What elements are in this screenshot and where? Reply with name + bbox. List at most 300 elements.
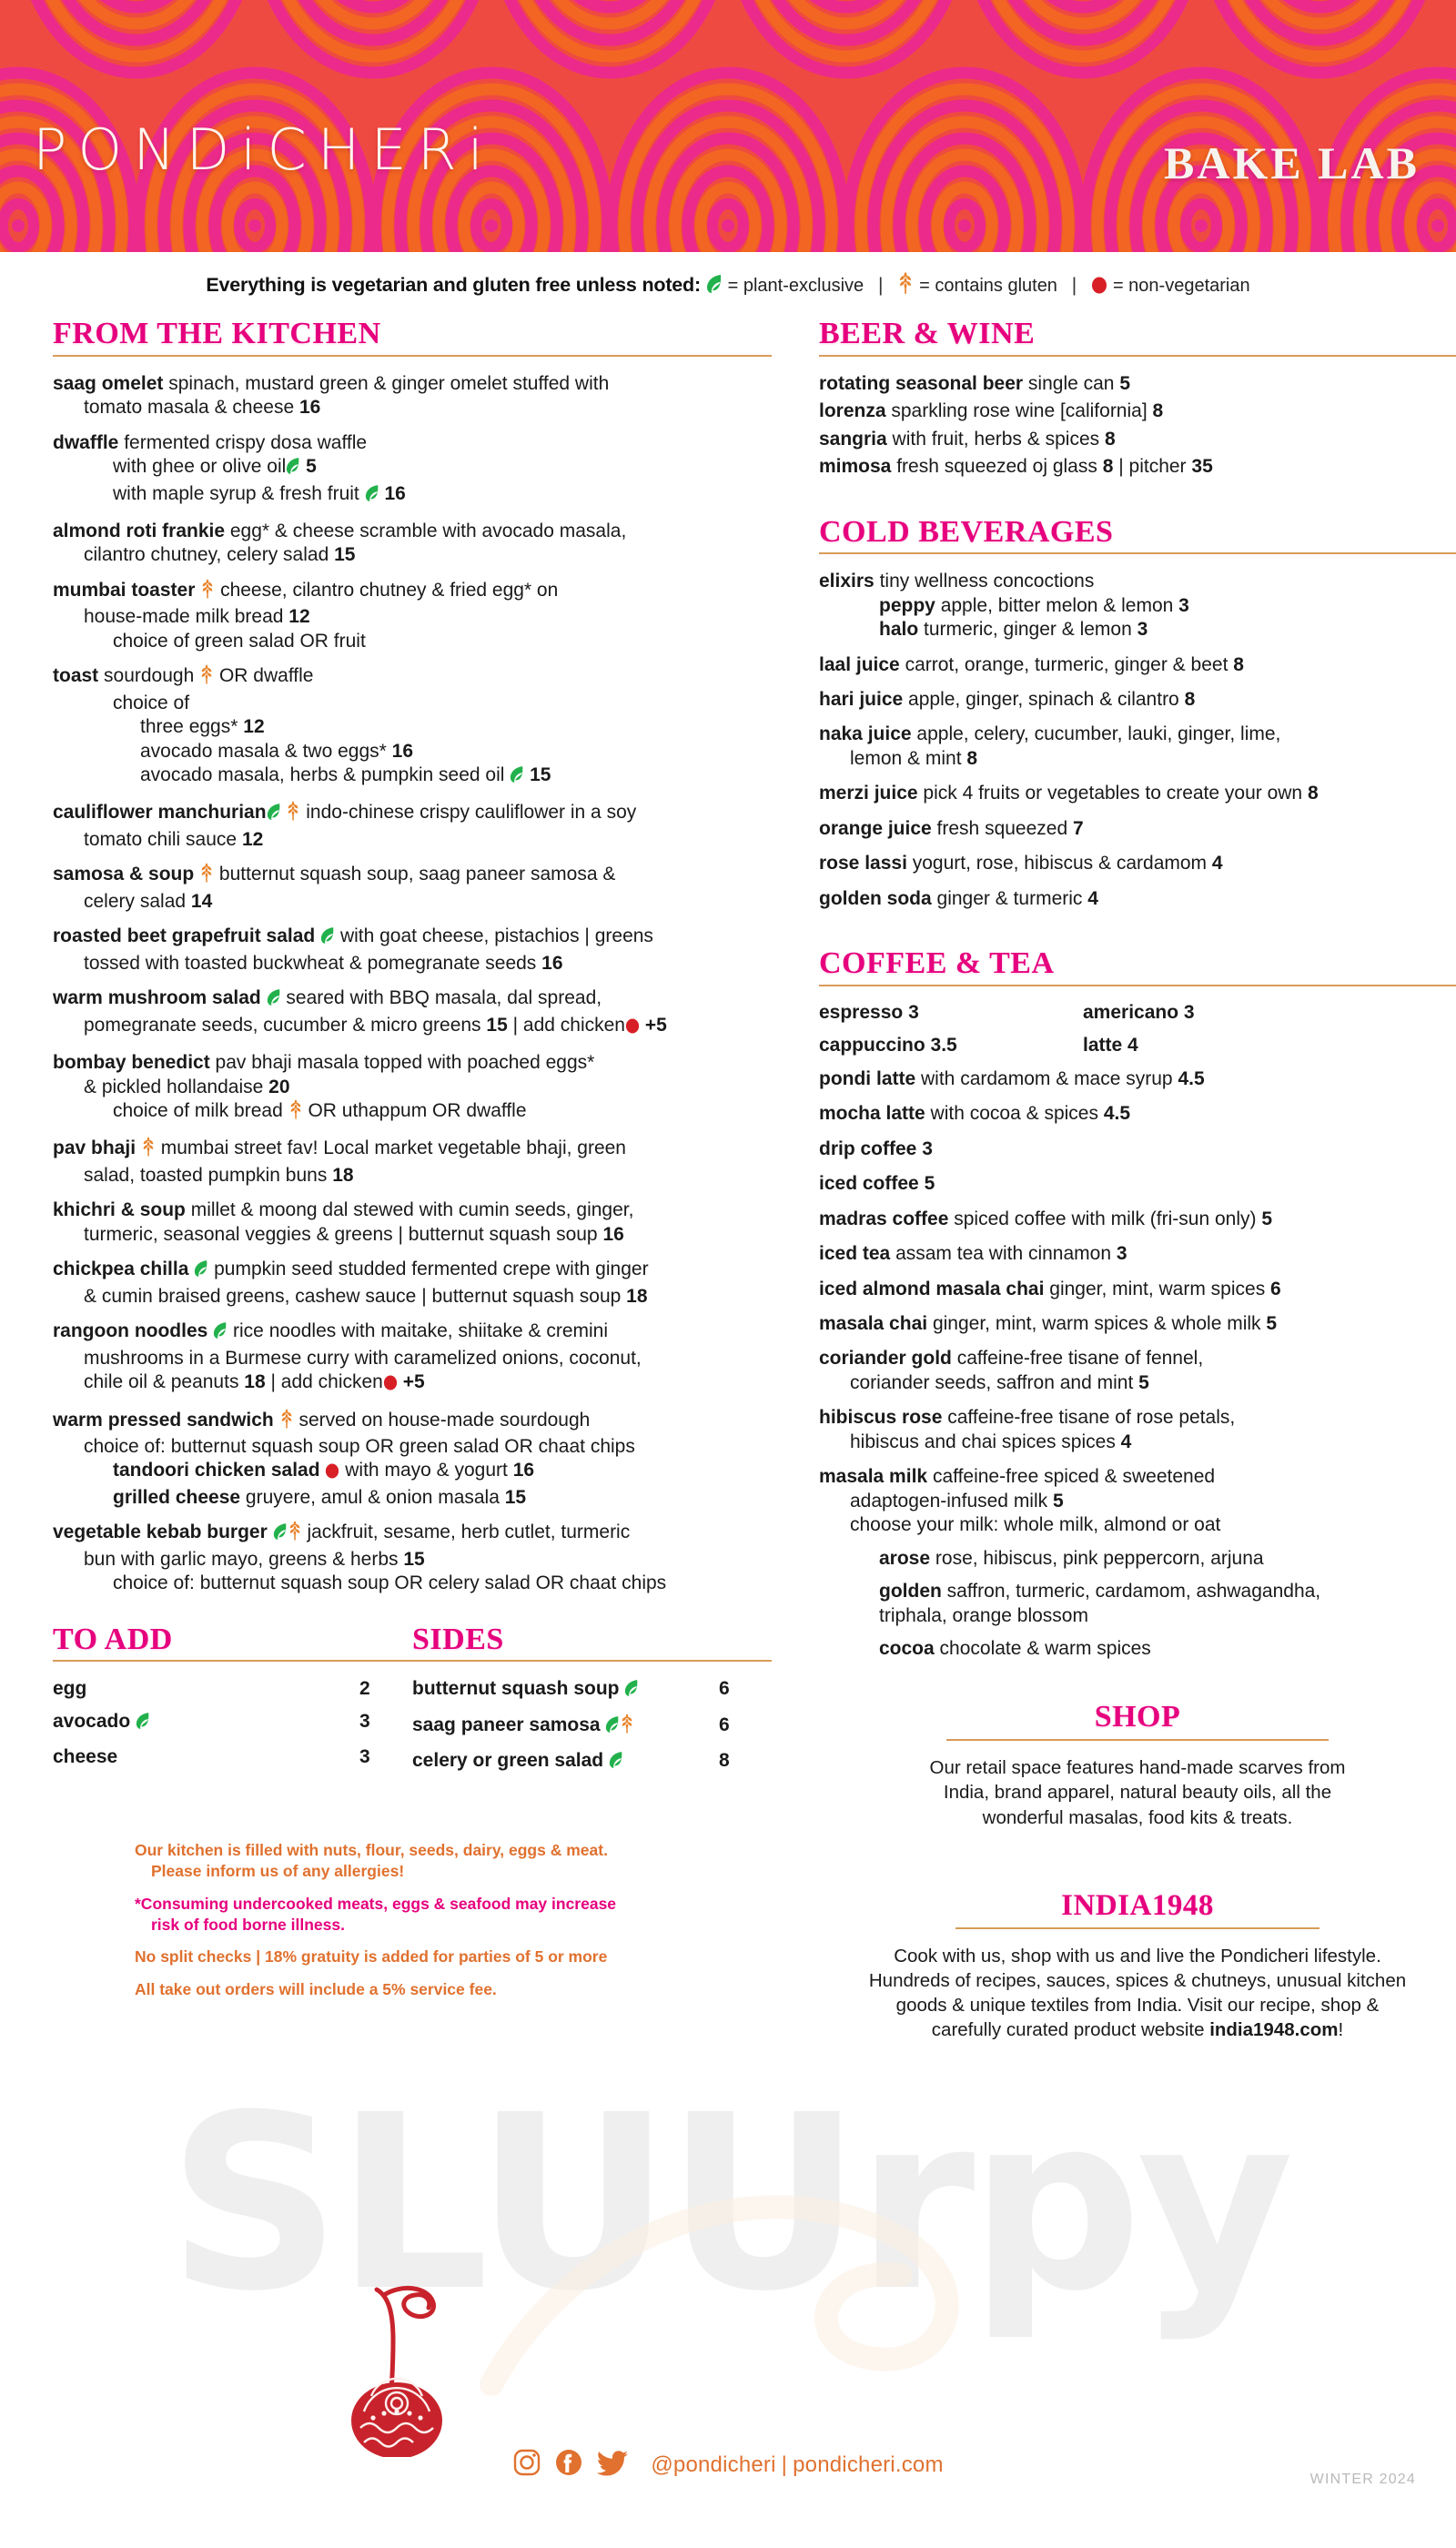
row-label: saag paneer samosa bbox=[412, 1714, 601, 1736]
item-price: 8 bbox=[1152, 400, 1164, 422]
item-option: with maple syrup & fresh fruit bbox=[113, 482, 359, 504]
menu-item-almond-roti-frankie bbox=[53, 520, 772, 568]
section-to-add-and-sides bbox=[53, 1623, 772, 1786]
watermark-swirl-icon bbox=[473, 2111, 1056, 2412]
section-rule bbox=[53, 1660, 412, 1662]
item-desc: cheese, cilantro chutney & fried egg* on bbox=[220, 579, 559, 601]
menu-item-coriander-gold bbox=[819, 1347, 1456, 1395]
leaf-icon bbox=[286, 457, 300, 481]
item-desc: butternut squash soup, saag paneer samosa & bbox=[218, 864, 616, 885]
item-price: 5 bbox=[1052, 1490, 1064, 1512]
leaf-icon bbox=[320, 926, 335, 951]
menu-item-iced-almond-masala-chai bbox=[819, 1278, 1456, 1301]
section-cold-beverages bbox=[819, 516, 1456, 912]
sub-item-price: 15 bbox=[504, 1486, 527, 1508]
item-price: 5 bbox=[1266, 1313, 1278, 1335]
leaf-icon bbox=[213, 1321, 228, 1346]
menu-item-americano bbox=[1083, 1002, 1347, 1024]
menu-item-masala-chai bbox=[819, 1312, 1456, 1336]
section-rule bbox=[956, 1927, 1320, 1929]
section-title-india1948: INDIA1948 bbox=[1061, 1888, 1214, 1922]
item-name: rose lassi bbox=[819, 853, 907, 875]
sub-item-desc: saffron, turmeric, cardamom, ashwagandha, bbox=[946, 1581, 1321, 1603]
row-label: avocado bbox=[53, 1711, 131, 1733]
india-body-line-4-suffix: ! bbox=[1338, 2019, 1344, 2041]
item-desc-cont: & pickled hollandaise bbox=[84, 1076, 264, 1097]
sub-item-name: golden bbox=[879, 1581, 942, 1603]
item-desc-cont: cilantro chutney, celery salad bbox=[84, 544, 329, 566]
row-price: 6 bbox=[719, 1678, 730, 1700]
item-price: 8 bbox=[1233, 653, 1244, 675]
menu-item-khichri-and-soup bbox=[53, 1198, 772, 1247]
gratuity-notice: No split checks | 18% gratuity is added for parties of 5 or more bbox=[135, 1947, 608, 1967]
wheat-icon bbox=[279, 1409, 294, 1435]
leaf-icon bbox=[706, 274, 723, 299]
wheat-icon bbox=[620, 1714, 634, 1739]
menu-item-rangoon-noodles bbox=[53, 1320, 772, 1397]
to-add-row bbox=[53, 1678, 412, 1700]
item-desc: tiny wellness concoctions bbox=[879, 571, 1095, 592]
allergy-notice bbox=[135, 1840, 772, 1882]
menu-row-espresso-americano bbox=[819, 1002, 1456, 1024]
sub-item-desc: turmeric, ginger & lemon bbox=[924, 619, 1132, 641]
leaf-icon bbox=[605, 1715, 620, 1739]
item-name: mumbai toaster bbox=[53, 579, 196, 601]
nonveg-dot-icon bbox=[325, 1461, 339, 1485]
section-title-to-add: TO ADD bbox=[53, 1622, 173, 1656]
section-title-kitchen: FROM THE KITCHEN bbox=[53, 317, 381, 350]
row-price: 6 bbox=[719, 1714, 730, 1736]
item-desc: egg* & cheese scramble with avocado masala, bbox=[229, 520, 627, 541]
menu-item-iced-coffee bbox=[819, 1172, 1456, 1196]
menu-item-naka-juice bbox=[819, 723, 1456, 771]
item-choice-label: choice of bbox=[113, 692, 190, 713]
item-price: 12 bbox=[241, 828, 264, 850]
menu-item-cauliflower-manchurian bbox=[53, 801, 772, 852]
item-name: orange juice bbox=[819, 817, 932, 839]
season-label: WINTER 2024 bbox=[1309, 2472, 1416, 2487]
sub-item-name: peppy bbox=[879, 594, 935, 616]
item-name: toast bbox=[53, 665, 99, 687]
india-body-line-3: goods & unique textiles from India. Visit our recipe, shop & bbox=[895, 1995, 1380, 2017]
item-desc-2: OR dwaffle bbox=[218, 665, 314, 687]
india-body-line-4 bbox=[830, 2017, 1445, 2042]
item-name: rotating seasonal beer bbox=[819, 372, 1024, 394]
right-column bbox=[819, 318, 1456, 2043]
item-price: 4 bbox=[1120, 1431, 1132, 1452]
leaf-icon bbox=[510, 765, 524, 790]
item-desc: seared with BBQ masala, dal spread, bbox=[286, 987, 602, 1009]
menu-item-merzi-juice bbox=[819, 782, 1456, 805]
leaf-icon bbox=[267, 988, 281, 1013]
section-title-shop: SHOP bbox=[1094, 1700, 1181, 1734]
item-desc: mumbai street fav! Local market vegetable bhaji, green bbox=[160, 1138, 626, 1159]
sub-item-desc: rose, hibiscus, pink peppercorn, arjuna bbox=[935, 1547, 1264, 1569]
milk-choice-label: choose your milk: whole milk, almond or oat bbox=[850, 1514, 1221, 1536]
item-name: coriander gold bbox=[819, 1348, 952, 1370]
undercooked-warning-line-2: risk of food borne illness. bbox=[151, 1915, 345, 1934]
item-desc: assam tea with cinnamon bbox=[895, 1243, 1112, 1265]
item-desc-cont: bun with garlic mayo, greens & herbs bbox=[84, 1548, 399, 1570]
item-choice-2: OR uthappum OR dwaffle bbox=[308, 1100, 527, 1122]
india-body bbox=[819, 1944, 1456, 2043]
undercooked-warning-line-1: *Consuming undercooked meats, eggs & seafood may increase bbox=[135, 1894, 617, 1913]
item-desc: with fruit, herbs & spices bbox=[892, 428, 1100, 450]
page-header bbox=[0, 0, 1456, 252]
section-to-add bbox=[53, 1623, 412, 1786]
india-body-line-2: Hundreds of recipes, sauces, spices & chutneys, unusual kitchen bbox=[868, 1969, 1407, 1991]
item-name: cappuccino bbox=[819, 1034, 925, 1056]
section-sides bbox=[412, 1623, 772, 1786]
item-desc: rice noodles with maitake, shiitake & cremini bbox=[233, 1320, 609, 1342]
item-name: naka juice bbox=[819, 723, 912, 745]
cherry-logo-icon bbox=[337, 2275, 500, 2457]
shop-body-line-2: India, brand apparel, natural beauty oils, all the bbox=[943, 1782, 1332, 1804]
item-name: almond roti frankie bbox=[53, 520, 226, 541]
item-name: warm mushroom salad bbox=[53, 987, 261, 1009]
item-price: 12 bbox=[243, 716, 265, 738]
sub-item-name: halo bbox=[879, 619, 919, 641]
item-desc: fresh squeezed oj glass bbox=[896, 456, 1097, 478]
menu-item-mimosa bbox=[819, 455, 1456, 479]
website-url: pondicheri.com bbox=[793, 2452, 944, 2477]
item-name: saag omelet bbox=[53, 372, 164, 394]
section-rule bbox=[946, 1739, 1329, 1741]
sub-item-price: 3 bbox=[1178, 594, 1189, 616]
menu-item-warm-mushroom-salad bbox=[53, 986, 772, 1040]
item-desc-cont: hibiscus and chai spices spices bbox=[850, 1431, 1116, 1452]
item-price: 16 bbox=[602, 1223, 624, 1245]
instagram-icon[interactable] bbox=[512, 2448, 541, 2482]
item-price: 18 bbox=[332, 1164, 354, 1186]
menu-item-warm-pressed-sandwich bbox=[53, 1409, 772, 1511]
item-price: 5 bbox=[1138, 1371, 1149, 1393]
item-price: 5 bbox=[924, 1173, 935, 1195]
item-addon-label: | add chicken bbox=[270, 1371, 383, 1393]
item-name: bombay benedict bbox=[53, 1052, 210, 1074]
sub-item-desc: chocolate & warm spices bbox=[939, 1638, 1151, 1660]
item-name: merzi juice bbox=[819, 783, 918, 804]
item-desc: spinach, mustard green & ginger omelet stuffed with bbox=[168, 372, 610, 394]
item-desc: yogurt, rose, hibiscus & cardamom bbox=[912, 853, 1208, 875]
nonveg-dot-icon bbox=[383, 1373, 398, 1397]
item-price: 18 bbox=[626, 1285, 648, 1307]
item-desc-cont: salad, toasted pumpkin buns bbox=[84, 1164, 328, 1186]
wheat-icon bbox=[199, 664, 214, 691]
item-name: pondi latte bbox=[819, 1067, 916, 1089]
item-name: chickpea chilla bbox=[53, 1259, 189, 1280]
section-coffee-and-tea bbox=[819, 947, 1456, 1661]
item-desc: single can bbox=[1027, 372, 1115, 394]
item-addon-price: +5 bbox=[644, 1014, 667, 1036]
menu-item-iced-tea bbox=[819, 1242, 1456, 1266]
item-price: 8 bbox=[1102, 456, 1114, 478]
row-label: butternut squash soup bbox=[412, 1678, 620, 1700]
item-name: pav bhaji bbox=[53, 1138, 136, 1159]
item-desc-cont: & cumin braised greens, cashew sauce | butternut squash soup bbox=[84, 1285, 622, 1307]
section-rule bbox=[819, 985, 1456, 986]
legend-nonveg-label: = non-vegetarian bbox=[1112, 276, 1250, 296]
item-price: 8 bbox=[1307, 783, 1319, 804]
nonveg-dot-icon bbox=[625, 1016, 640, 1040]
menu-item-latte bbox=[1083, 1035, 1347, 1057]
menu-item-hibiscus-rose bbox=[819, 1406, 1456, 1454]
row-price: 3 bbox=[359, 1711, 370, 1733]
sub-item-name: cocoa bbox=[879, 1638, 935, 1660]
item-price: 20 bbox=[268, 1076, 290, 1097]
item-price: 8 bbox=[1104, 428, 1116, 450]
menu-item-rotating-seasonal-beer bbox=[819, 372, 1456, 396]
item-name: iced coffee bbox=[819, 1173, 919, 1195]
item-desc: caffeine-free spiced & sweetened bbox=[932, 1466, 1216, 1488]
item-name: laal juice bbox=[819, 653, 900, 675]
item-name: dwaffle bbox=[53, 431, 119, 453]
item-name: lorenza bbox=[819, 400, 886, 422]
item-price: 3 bbox=[922, 1138, 933, 1159]
item-desc: spiced coffee with milk (fri-sun only) bbox=[954, 1208, 1257, 1229]
item-desc-cont: celery salad bbox=[84, 890, 187, 912]
item-desc: with cardamom & mace syrup bbox=[921, 1067, 1173, 1089]
disclaimer-block bbox=[53, 1840, 772, 2000]
legend-plant-label: = plant-exclusive bbox=[727, 276, 864, 296]
item-name: latte bbox=[1083, 1034, 1123, 1056]
item-price: 5 bbox=[1261, 1208, 1273, 1229]
item-name: mimosa bbox=[819, 456, 892, 478]
item-price: 3.5 bbox=[930, 1034, 957, 1056]
item-price: 15 bbox=[486, 1014, 508, 1036]
item-desc: indo-chinese crispy cauliflower in a soy bbox=[306, 802, 637, 824]
item-desc-cont: coriander seeds, saffron and mint bbox=[850, 1371, 1134, 1393]
legend-separator-2: | bbox=[1071, 275, 1077, 296]
item-price: 8 bbox=[1184, 689, 1196, 710]
menu-item-cappuccino bbox=[819, 1035, 1083, 1057]
item-name: rangoon noodles bbox=[53, 1320, 208, 1342]
item-option: avocado masala, herbs & pumpkin seed oil bbox=[140, 764, 505, 786]
item-choice: choice of milk bread bbox=[113, 1100, 283, 1122]
row-label: egg bbox=[53, 1678, 87, 1700]
menu-item-madras-coffee bbox=[819, 1208, 1456, 1231]
item-name: vegetable kebab burger bbox=[53, 1522, 268, 1543]
item-name: mocha latte bbox=[819, 1103, 925, 1125]
item-price: 14 bbox=[190, 890, 213, 912]
to-add-row bbox=[53, 1711, 412, 1735]
item-desc: ginger, mint, warm spices bbox=[1049, 1278, 1266, 1299]
section-title-coffee-tea: COFFEE & TEA bbox=[819, 946, 1055, 981]
menu-item-bombay-benedict bbox=[53, 1051, 772, 1126]
item-addon-price: +5 bbox=[402, 1371, 425, 1393]
legend-gluten-label: = contains gluten bbox=[919, 276, 1057, 296]
menu-item-saag-omelet bbox=[53, 372, 772, 420]
section-rule bbox=[819, 552, 1456, 554]
menu-item-sangria bbox=[819, 428, 1456, 451]
menu-item-pav-bhaji bbox=[53, 1137, 772, 1188]
sub-brand-bake-lab: BAKE LAB bbox=[1163, 137, 1420, 188]
item-desc-cont: house-made milk bread bbox=[84, 606, 284, 628]
sides-row bbox=[412, 1678, 772, 1703]
leaf-icon bbox=[267, 803, 281, 827]
menu-item-lorenza bbox=[819, 399, 1456, 423]
takeout-fee-notice: All take out orders will include a 5% service fee. bbox=[135, 1980, 497, 1999]
social-handle-text bbox=[651, 2452, 943, 2478]
sub-item-name: arose bbox=[879, 1547, 931, 1569]
wheat-icon bbox=[141, 1137, 156, 1163]
india-website: india1948.com bbox=[1209, 2019, 1339, 2041]
row-price: 3 bbox=[359, 1746, 370, 1768]
item-price: 6 bbox=[1270, 1278, 1281, 1299]
item-price: 4.5 bbox=[1103, 1103, 1131, 1125]
item-pitcher-price: 35 bbox=[1191, 456, 1213, 478]
item-desc: carrot, orange, turmeric, ginger & beet bbox=[905, 653, 1228, 675]
item-name: americano bbox=[1083, 1001, 1179, 1023]
menu-item-toast bbox=[53, 664, 772, 790]
item-name: golden soda bbox=[819, 887, 932, 909]
item-price: 16 bbox=[541, 952, 563, 974]
item-name: masala chai bbox=[819, 1313, 928, 1335]
item-name: warm pressed sandwich bbox=[53, 1409, 274, 1431]
item-price: 3 bbox=[1183, 1001, 1195, 1023]
menu-item-chickpea-chilla bbox=[53, 1258, 772, 1309]
item-name: iced tea bbox=[819, 1243, 891, 1265]
item-desc: ginger, mint, warm spices & whole milk bbox=[932, 1313, 1261, 1335]
item-price: 5 bbox=[306, 456, 317, 478]
item-desc: caffeine-free tisane of fennel, bbox=[956, 1348, 1204, 1370]
wheat-icon bbox=[200, 579, 215, 605]
item-price: 15 bbox=[530, 764, 551, 786]
section-shop bbox=[819, 1701, 1456, 1829]
item-desc: sparkling rose wine [california] bbox=[891, 400, 1148, 422]
item-desc: served on house-made sourdough bbox=[298, 1409, 591, 1431]
item-desc-cont: pomegranate seeds, cucumber & micro greens bbox=[84, 1014, 481, 1036]
item-name: espresso bbox=[819, 1001, 904, 1023]
menu-item-espresso bbox=[819, 1002, 1083, 1024]
item-price: 15 bbox=[403, 1548, 425, 1570]
nonveg-dot-icon bbox=[1091, 277, 1107, 299]
item-name: cauliflower manchurian bbox=[53, 802, 267, 824]
sides-row bbox=[412, 1750, 772, 1774]
item-name: drip coffee bbox=[819, 1138, 917, 1159]
shop-body-line-3: wonderful masalas, food kits & treats. bbox=[982, 1806, 1293, 1828]
item-price: 4.5 bbox=[1178, 1067, 1205, 1089]
leaf-icon bbox=[194, 1259, 208, 1284]
item-choice-2: choice of: butternut squash soup OR celery salad OR chaat chips bbox=[113, 1572, 667, 1594]
item-name: hari juice bbox=[819, 689, 904, 710]
menu-body bbox=[0, 310, 1456, 2043]
item-desc-cont: turmeric, seasonal veggies & greens | butternut squash soup bbox=[84, 1223, 598, 1245]
section-rule bbox=[53, 355, 772, 357]
sub-item-name: tandoori chicken salad bbox=[113, 1460, 320, 1481]
item-desc: fermented crispy dosa waffle bbox=[124, 431, 368, 453]
item-desc: apple, ginger, spinach & cilantro bbox=[908, 689, 1179, 710]
item-desc: apple, celery, cucumber, lauki, ginger, lime, bbox=[916, 723, 1281, 745]
to-add-row bbox=[53, 1746, 412, 1768]
handle-divider: | bbox=[781, 2452, 788, 2477]
india-body-line-4-prefix: carefully curated product website bbox=[931, 2019, 1210, 2041]
sub-item-desc-cont: triphala, orange blossom bbox=[879, 1604, 1088, 1626]
leaf-icon bbox=[365, 484, 379, 509]
menu-item-golden-soda bbox=[819, 887, 1456, 911]
section-rule bbox=[412, 1660, 772, 1662]
footer-bar bbox=[0, 2448, 1456, 2482]
menu-item-mocha-latte bbox=[819, 1102, 1456, 1126]
section-title-sides: SIDES bbox=[412, 1622, 504, 1656]
menu-item-drip-coffee bbox=[819, 1138, 1456, 1161]
menu-item-vegetable-kebab-burger bbox=[53, 1521, 772, 1595]
item-desc-cont: adaptogen-infused milk bbox=[850, 1490, 1048, 1512]
menu-item-mumbai-toaster bbox=[53, 579, 772, 653]
sub-item-price: 3 bbox=[1137, 619, 1148, 641]
menu-item-masala-milk bbox=[819, 1465, 1456, 1661]
item-desc-cont-2: chile oil & peanuts bbox=[84, 1371, 239, 1393]
item-name: madras coffee bbox=[819, 1208, 949, 1229]
item-desc: jackfruit, sesame, herb cutlet, turmeric bbox=[307, 1522, 631, 1543]
item-desc: pick 4 fruits or vegetables to create your own bbox=[923, 783, 1303, 804]
item-desc: millet & moong dal stewed with cumin seeds, ginger, bbox=[190, 1199, 634, 1221]
item-name: sangria bbox=[819, 428, 887, 450]
item-price: 5 bbox=[1119, 372, 1131, 394]
item-price: 7 bbox=[1073, 817, 1084, 839]
to-add-rows bbox=[53, 1678, 412, 1768]
item-price: 15 bbox=[334, 544, 356, 566]
item-price: 4 bbox=[1127, 1034, 1138, 1056]
row-price: 2 bbox=[359, 1678, 370, 1700]
item-price: 16 bbox=[384, 482, 406, 504]
twitter-icon[interactable] bbox=[596, 2448, 629, 2482]
item-price: 16 bbox=[391, 740, 414, 762]
wheat-icon bbox=[288, 1099, 303, 1126]
item-option: with ghee or olive oil bbox=[113, 456, 287, 478]
row-label: celery or green salad bbox=[412, 1750, 604, 1772]
item-desc: ginger & turmeric bbox=[936, 887, 1083, 909]
item-option: three eggs* bbox=[140, 716, 238, 738]
item-price: 12 bbox=[288, 606, 310, 628]
leaf-icon bbox=[624, 1679, 639, 1703]
item-addon-label: | add chicken bbox=[512, 1014, 625, 1036]
menu-item-pondi-latte bbox=[819, 1067, 1456, 1091]
wheat-icon bbox=[286, 801, 300, 827]
item-desc-cont: tomato chili sauce bbox=[84, 828, 238, 850]
item-desc-cont: mushrooms in a Burmese curry with caramelized onions, coconut, bbox=[84, 1347, 642, 1369]
legend-bar bbox=[0, 252, 1456, 310]
item-price: 8 bbox=[966, 747, 978, 769]
item-name: roasted beet grapefruit salad bbox=[53, 925, 316, 947]
menu-item-rose-lassi bbox=[819, 852, 1456, 875]
leaf-icon bbox=[136, 1712, 150, 1735]
item-choice: choice of: butternut squash soup OR green salad OR chaat chips bbox=[84, 1436, 635, 1457]
wheat-icon bbox=[199, 863, 214, 889]
menu-item-elixirs bbox=[819, 570, 1456, 642]
leaf-icon bbox=[273, 1522, 288, 1547]
item-desc: sourdough bbox=[104, 665, 195, 687]
item-option: avocado masala & two eggs* bbox=[140, 740, 387, 762]
section-india1948 bbox=[819, 1890, 1456, 2043]
menu-item-hari-juice bbox=[819, 688, 1456, 712]
menu-item-orange-juice bbox=[819, 817, 1456, 841]
section-from-the-kitchen bbox=[53, 318, 772, 1596]
wheat-icon bbox=[897, 272, 914, 299]
allergy-notice-line-2: Please inform us of any allergies! bbox=[151, 1862, 405, 1881]
brand-logo: PONDiCHERi bbox=[33, 116, 494, 183]
row-label: cheese bbox=[53, 1746, 118, 1768]
sub-item-desc: apple, bitter melon & lemon bbox=[940, 594, 1174, 616]
item-name: samosa & soup bbox=[53, 864, 195, 885]
item-desc: fresh squeezed bbox=[936, 817, 1068, 839]
facebook-icon[interactable] bbox=[554, 2448, 583, 2482]
item-desc: caffeine-free tisane of rose petals, bbox=[947, 1407, 1236, 1429]
item-name: masala milk bbox=[819, 1466, 928, 1488]
item-desc-cont: lemon & mint bbox=[850, 747, 962, 769]
item-price: 4 bbox=[1087, 887, 1098, 909]
sub-item-price: 16 bbox=[512, 1460, 535, 1481]
